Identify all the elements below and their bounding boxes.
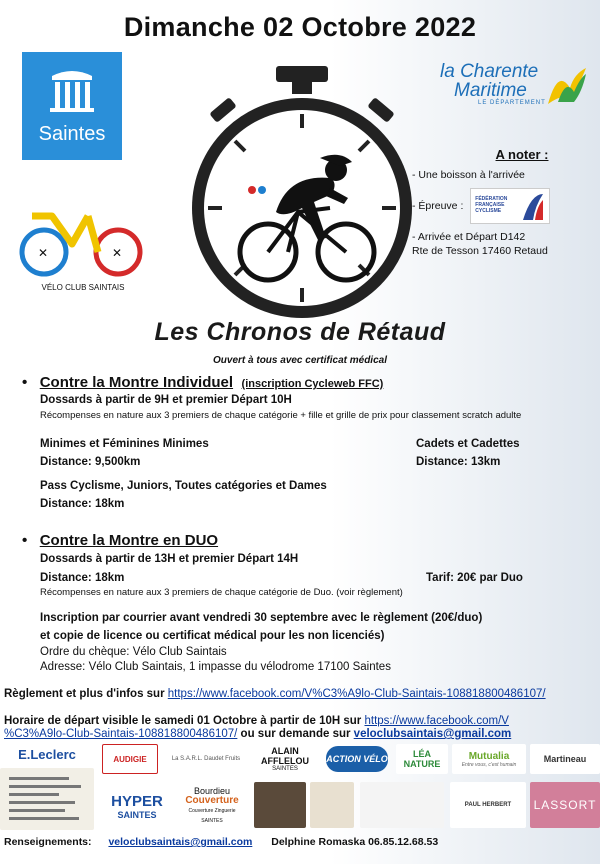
inscription-line-2: et copie de licence ou certificat médical pour les non licenciés)	[40, 630, 385, 642]
duo-distance: Distance: 18km	[40, 572, 125, 584]
cat-pass-distance: Distance: 18km	[40, 498, 125, 510]
sponsor-leclerc-card	[0, 768, 94, 830]
facebook-link-horaire-cont[interactable]: %C3%A9lo-Club-Saintais-108818800486107/	[4, 728, 238, 740]
sponsor-photo-1	[254, 782, 306, 828]
duo-tarif: Tarif: 20€ par Duo	[426, 572, 523, 584]
inscription-line-1: Inscription par courrier avant vendredi 30 septembre avec le règlement (20€/duo)	[40, 612, 483, 624]
email-link-horaire[interactable]: veloclubsaintais@gmail.com	[353, 728, 512, 740]
ffc-swoosh-icon	[521, 192, 545, 222]
individuel-dossards: Dossards à partir de 9H et premier Départ 10H	[40, 394, 292, 406]
sponsor-hyper-u: HYPER SAINTES	[102, 786, 172, 826]
horaire-line: Horaire de départ visible le samedi 01 Octobre à partir de 10H sur https://www.facebook.com/V %C3%A9lo-Club-Saintais-108818800486107/ ou sur demande sur veloclubsaintais@gmail.com	[4, 715, 512, 740]
svg-text:✕: ✕	[38, 246, 49, 260]
sponsor-mutualia: Mutualia Entre vous, c'est humain	[452, 744, 526, 774]
sponsor-bourdieu: Bourdieu Couverture Couverture Zinguerie SAINTES	[176, 786, 248, 826]
sponsor-photo-3	[360, 782, 444, 828]
footer-label: Renseignements:	[4, 836, 92, 848]
a-noter-title: A noter :	[495, 147, 549, 162]
footer-contact: Delphine Romaska 06.85.12.68.53	[271, 836, 439, 848]
sponsor-paul-herbert: PAUL HERBERT	[450, 782, 526, 828]
sponsor-leclerc: E.Leclerc	[0, 742, 94, 766]
duo-heading: • Contre la Montre en DUO	[22, 532, 219, 549]
stopwatch-illustration	[180, 62, 424, 322]
facebook-link[interactable]: https://www.facebook.com/V%C3%A9lo-Club-Saintais-108818800486107/	[167, 688, 546, 700]
temple-icon	[42, 68, 102, 114]
card-text-icon	[5, 773, 89, 825]
individuel-recompenses: Récompenses en nature aux 3 premiers de chaque catégorie + fille et grille de prix pour classement scratch adulte	[40, 410, 522, 421]
sponsor-sarl: La S.A.R.L. Daudet Fruits	[166, 744, 246, 774]
a-noter-item-lieu-2: Rte de Tesson 17460 Retaud	[412, 245, 548, 257]
footer-email-link[interactable]: veloclubsaintais@gmail.com	[108, 836, 253, 848]
cat-cadets-distance: Distance: 13km	[416, 456, 501, 468]
event-subtitle: Ouvert à tous avec certificat médical	[213, 355, 387, 366]
sponsor-lassort: LASSORT	[530, 782, 600, 828]
sponsors-strip	[0, 742, 600, 834]
ffc-logo: FÉDÉRATION FRANÇAISE CYCLISME	[470, 188, 550, 224]
reglement-line: Règlement et plus d'infos sur https://www.facebook.com/V%C3%A9lo-Club-Saintais-108818800486107/	[4, 688, 546, 700]
sponsor-afflelou: ALAIN AFFLELOU SAINTES	[248, 744, 322, 774]
duo-recompenses: Récompenses en nature aux 3 premiers de chaque catégorie de Duo. (voir règlement)	[40, 587, 403, 598]
sponsor-martineau: Martineau	[530, 744, 600, 774]
bird-icon	[544, 64, 588, 108]
stopwatch-icon	[180, 62, 424, 322]
cat-cadets-name: Cadets et Cadettes	[416, 438, 520, 450]
individuel-heading: • Contre la Montre Individuel (inscription Cycleweb FFC)	[22, 374, 384, 391]
footer	[4, 836, 600, 848]
a-noter-item-boisson: - Une boisson à l'arrivée	[412, 169, 525, 181]
a-noter-item-epreuve: - Épreuve : FÉDÉRATION FRANÇAISE CYCLISME	[412, 188, 592, 224]
a-noter-item-lieu-1: - Arrivée et Départ D142	[412, 231, 526, 243]
sponsor-action-velo: ACTION VÉLO	[326, 746, 388, 772]
facebook-link-horaire[interactable]: https://www.facebook.com/V	[364, 715, 509, 727]
event-title: Les Chronos de Rétaud	[154, 318, 446, 346]
bicycle-logo-icon	[18, 212, 148, 280]
sponsor-audigie: AUDIGIE	[102, 744, 158, 774]
adresse: Adresse: Vélo Club Saintais, 1 impasse du vélodrome 17100 Saintes	[40, 661, 391, 673]
svg-text:✕: ✕	[112, 246, 123, 260]
cat-pass-name: Pass Cyclisme, Juniors, Toutes catégories et Dames	[40, 480, 327, 492]
a-noter-box	[412, 148, 592, 258]
saintes-logo	[22, 52, 122, 160]
velo-club-saintais-logo	[18, 212, 148, 292]
cat-minimes-name: Minimes et Féminines Minimes	[40, 438, 209, 450]
charente-maritime-logo: la Charente Maritime LE DÉPARTEMENT	[440, 62, 590, 122]
sponsor-photo-2	[310, 782, 354, 828]
saintes-logo-text: Saintes	[38, 123, 106, 145]
ordre-cheque: Ordre du chèque: Vélo Club Saintais	[40, 646, 227, 658]
page-title: Dimanche 02 Octobre 2022	[123, 12, 477, 42]
duo-dossards: Dossards à partir de 13H et premier Départ 14H	[40, 553, 299, 565]
vcs-caption: VÉLO CLUB SAINTAIS	[41, 283, 125, 292]
sponsor-lea-nature: LÉA NATURE	[396, 744, 448, 774]
cat-minimes-distance: Distance: 9,500km	[40, 456, 141, 468]
